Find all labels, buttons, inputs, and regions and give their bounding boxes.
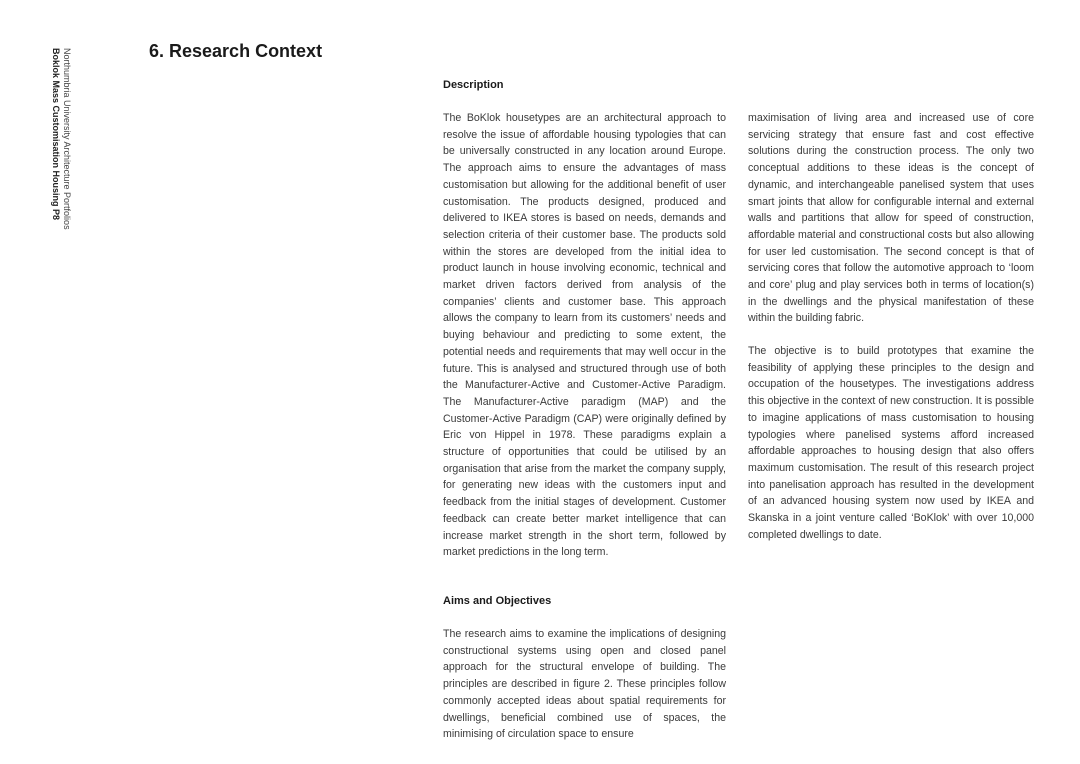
vertical-sidebar-caption [50, 48, 72, 230]
right-paragraph-2: The objective is to build prototypes that examine the feasibility of applying these principles to the design and occupation of the housetypes. The investigations address this objective in the context of new construction. It is possible to imagine applications of mass customisation to housing typologies where panelised systems afford increased affordable approaches to housing design that also offers maximum customisation. The result of this research project into panelisation approach has resulted in the development of an advanced housing system now used by IKEA and Skanska in a joint venture called ‘BoKlok’ with over 10,000 completed dwellings to date. [748, 345, 1034, 541]
sidebar-line-1: Northumbria University Architecture Portfolios [62, 48, 72, 230]
description-heading: Description [443, 79, 504, 91]
description-paragraph: The BoKlok housetypes are an architectural approach to resolve the issue of affordable housing typologies that can be universally constructed in any location around Europe. The approach aims to ensure the advantages of mass customisation but allowing for the additional benefit of user customisation. The products designed, produced and delivered to IKEA stores is based on needs, demands and selection criteria of their customer base. The products sold within the stores are developed from the initial idea to product launch in house involving economic, technical and market driven factors derived from analysis of the companies’ clients and customer base. This approach allows the company to learn from its customers’ needs and buying behaviour and predicting to some extent, the potential needs and requirements that may well occur in the future. This is analysed and structured through use of both the Manufacturer-Active and Customer-Active Paradigm. The Manufacturer-Active paradigm (MAP) and the Customer-Active Paradigm (CAP) were originally defined by Eric von Hippel in 1978. These paradigms explain a structure of opportunities that could be utilised by an organisation that arise from the market the company supply, for generating new ideas with the customers input and feedback from the initial stages of development. Customer feedback can create better market intelligence that can increase market strength in the short term, followed by market predictions in the long term. [443, 112, 726, 559]
page-title: 6. Research Context [149, 41, 323, 61]
aims-paragraph: The research aims to examine the implications of designing constructional systems using open and closed panel approach for the structural envelope of building. The principles are described in figure 2. These principles follow commonly accepted ideas about spatial requirements for dwellings, beneficial combined use of spaces, the minimising of circulation space to ensure [443, 628, 726, 741]
aims-heading: Aims and Objectives [443, 595, 552, 607]
sidebar-line-2: Boklok Mass Customisation Housing P8 [51, 48, 61, 221]
right-paragraph-1: maximisation of living area and increased use of core servicing strategy that ensure fast and cost effective solutions during the construction process. The only two conceptual additions to these ideas is the concept of dynamic, and interchangeable panelised system that uses smart joints that allow for configurable internal and external walls and partitions that allow for speed of construction, affordable material and constructional costs but also allowing for user led customisation. The second concept is that of servicing cores that follow the automotive approach to ‘loom and core’ plug and play services both in terms of location(s) in the dwellings and the physical manifestation of these within the building fabric. [748, 112, 1034, 325]
